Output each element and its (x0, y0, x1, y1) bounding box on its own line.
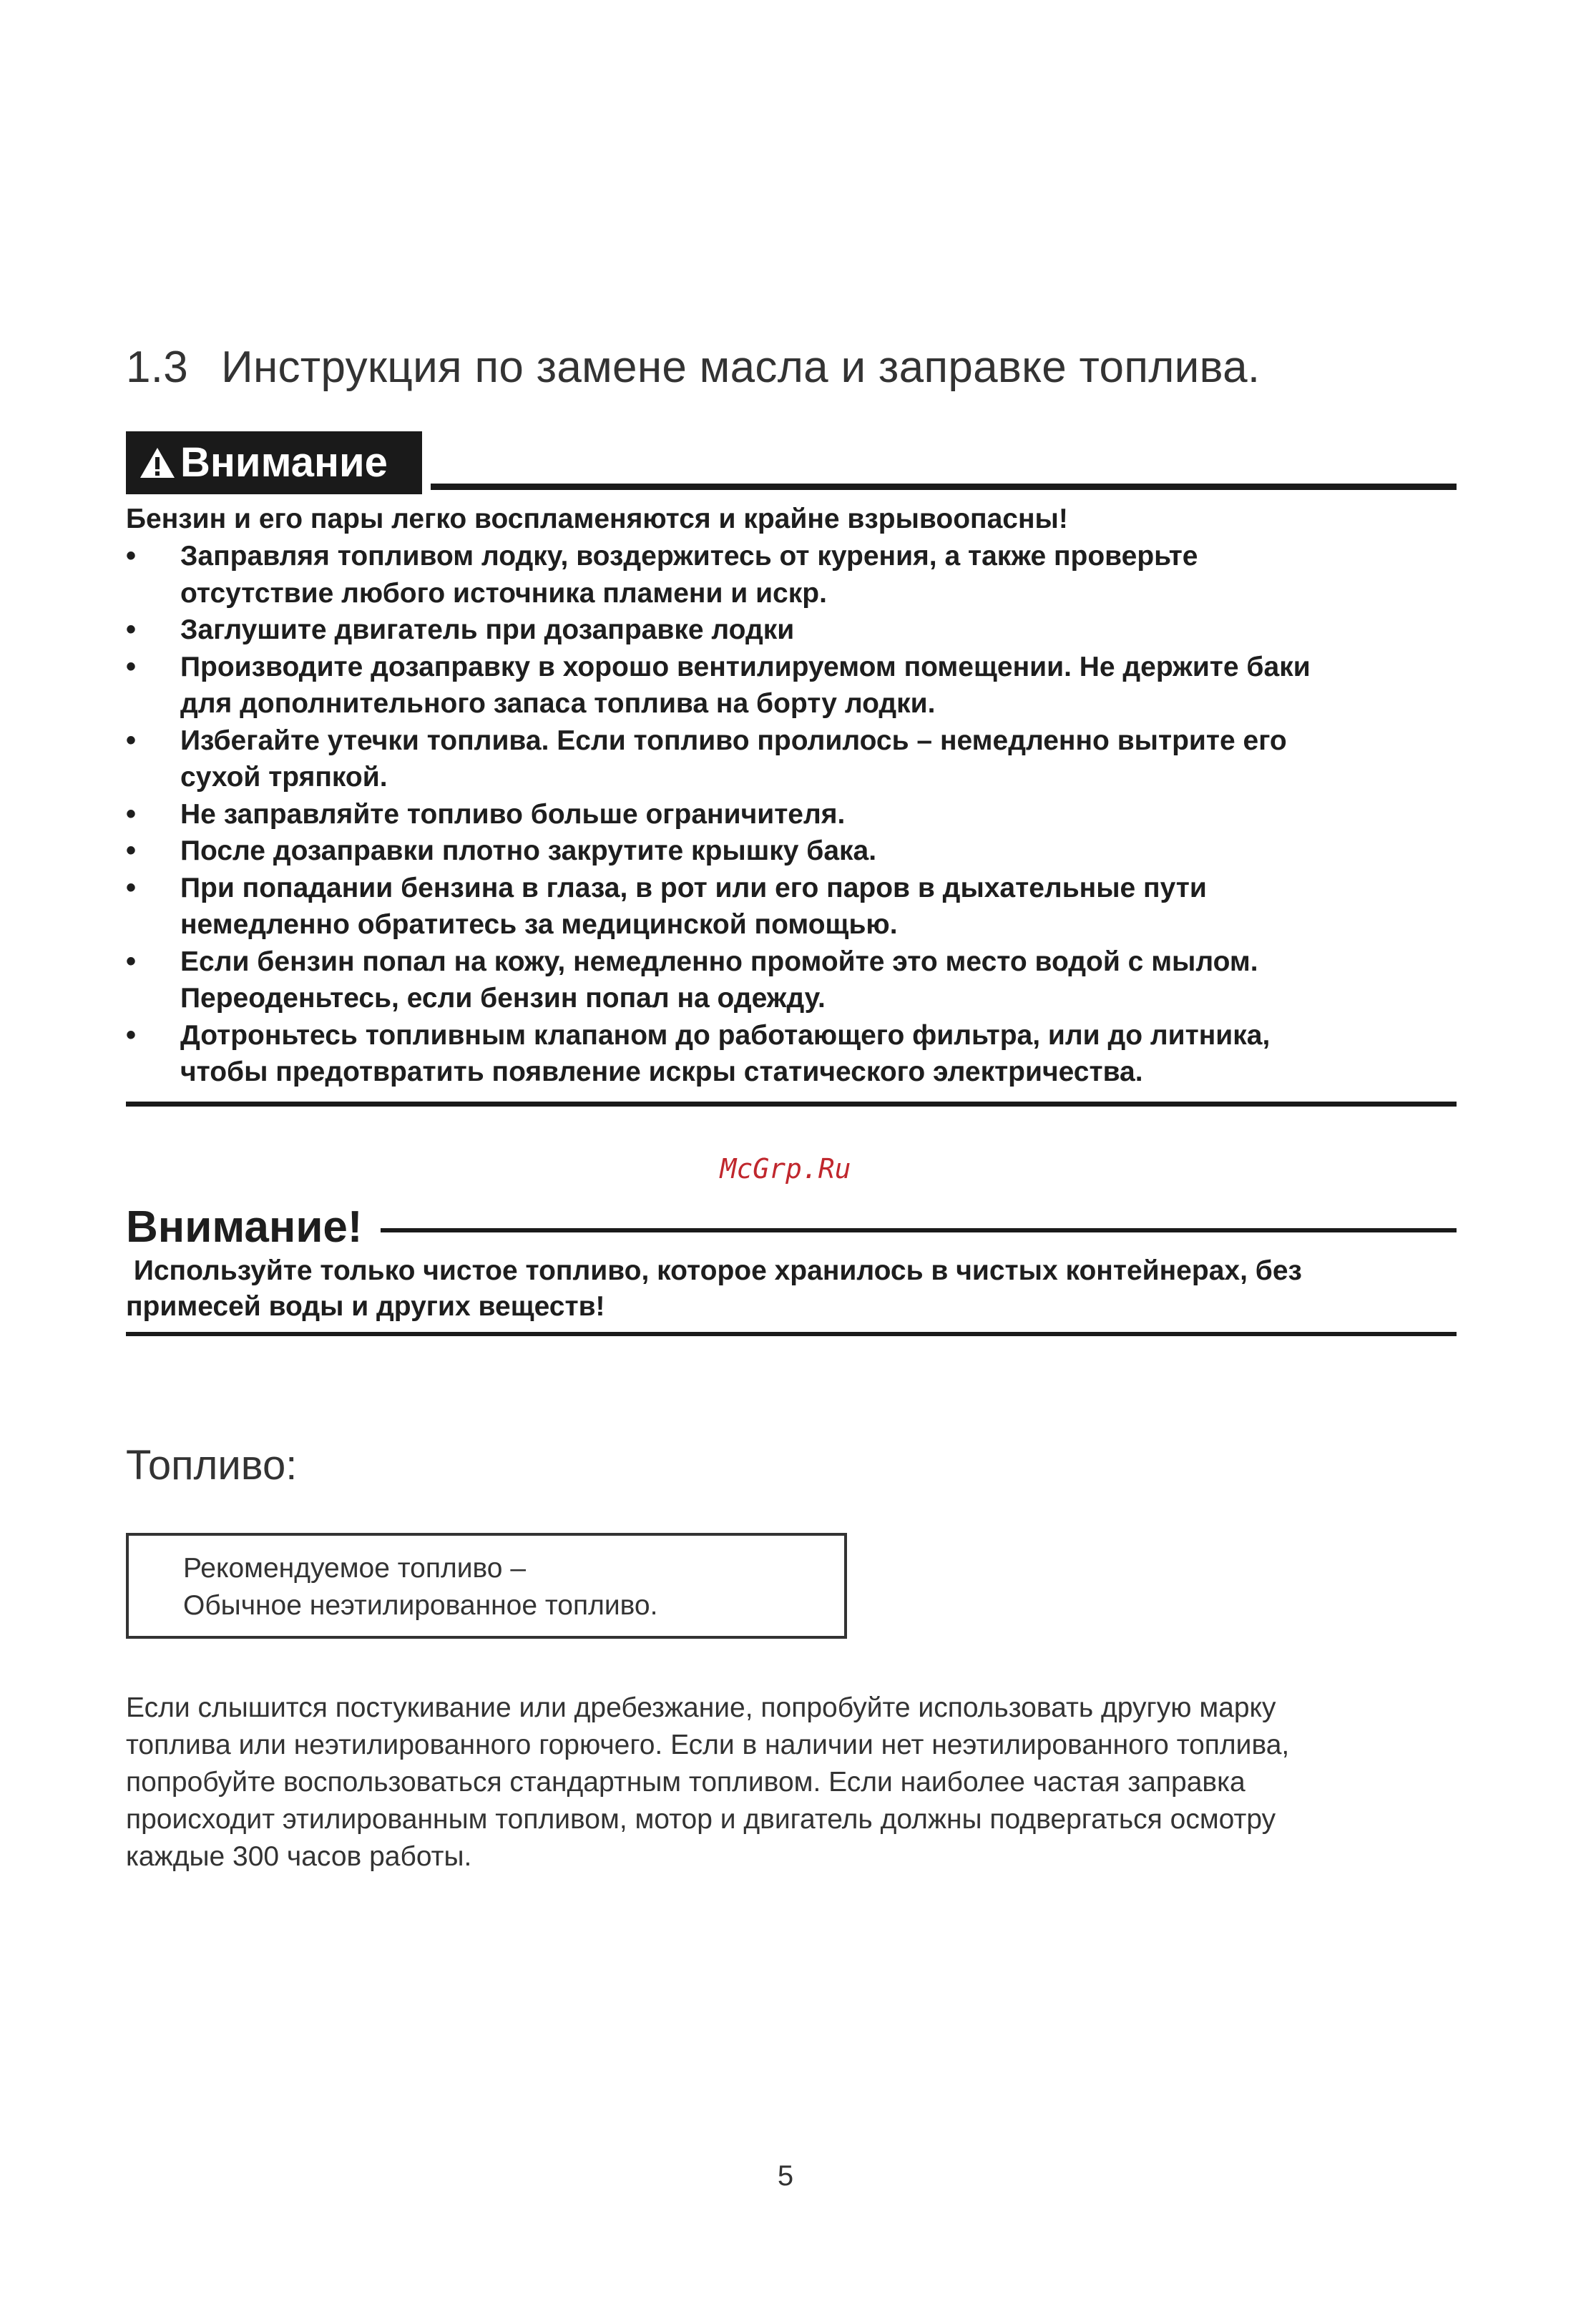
paragraph-line: попробуйте воспользоваться стандартным топливом. Если наиболее частая заправка (126, 1767, 1245, 1798)
attention-line: Используйте только чистое топливо, которое хранилось в чистых контейнерах, без (126, 1255, 1302, 1286)
list-item (126, 649, 1457, 722)
warning-top-rule (431, 484, 1457, 490)
list-item-line: • Производите дозаправку в хорошо вентилируемом помещении. Не держите баки (180, 651, 1311, 682)
list-item (126, 538, 1457, 612)
list-item-line: • Заправляя топливом лодку, воздержитесь от курения, а также проверьте (180, 541, 1198, 572)
paragraph-line: Если слышится постукивание или дребезжание, попробуйте использовать другую марку (126, 1692, 1276, 1723)
list-item (126, 943, 1457, 1017)
attention-bottom-rule (126, 1332, 1457, 1336)
attention-title: Внимание! (126, 1202, 363, 1252)
attention-line: примесей воды и других веществ! (126, 1291, 605, 1322)
warning-triangle-icon (139, 446, 176, 479)
section-number: 1.3 (126, 343, 189, 392)
paragraph-line: происходит этилированным топливом, мотор и двигатель должны подвергаться осмотру (126, 1804, 1276, 1835)
page-number: 5 (777, 2160, 794, 2192)
list-item (126, 612, 1457, 649)
section-title-text: Инструкция по замене масла и заправке топлива. (221, 343, 1261, 392)
list-item-line: отсутствие любого источника пламени и искр. (180, 577, 827, 609)
list-item (126, 833, 1457, 870)
list-item-line: сухой тряпкой. (180, 762, 388, 793)
list-item-line: для дополнительного запаса топлива на борту лодки. (180, 688, 936, 719)
list-item-line: • Дотроньтесь топливным клапаном до работающего фильтра, или до литника, (180, 1019, 1271, 1051)
section-title (126, 342, 1260, 393)
list-item-line: • Избегайте утечки топлива. Если топливо пролилось – немедленно вытрите его (180, 725, 1287, 756)
list-item (126, 870, 1457, 943)
list-item-line: Переоденьтесь, если бензин попал на одежду. (180, 983, 826, 1014)
warning-lead: Бензин и его пары легко воспламеняются и крайне взрывоопасны! (126, 504, 1068, 534)
list-item (126, 1017, 1457, 1091)
watermark: McGrp.Ru (720, 1153, 851, 1185)
recommended-fuel-box (126, 1533, 847, 1639)
fuel-box-line: Обычное неэтилированное топливо. (183, 1590, 658, 1621)
list-item-line: чтобы предотвратить появление искры статического электричества. (180, 1056, 1143, 1087)
list-item-line: немедленно обратитесь за медицинской помощью. (180, 909, 898, 940)
warning-bottom-rule (126, 1102, 1457, 1107)
warning-badge-label: Внимание (180, 439, 388, 486)
list-item-line: • Не заправляйте топливо больше ограничителя. (180, 798, 846, 830)
warning-badge (126, 431, 422, 494)
paragraph-line: топлива или неэтилированного горючего. Если в наличии нет неэтилированного топлива, (126, 1730, 1290, 1760)
warning-block (126, 501, 1457, 1091)
list-item (126, 796, 1457, 833)
list-item-line: • Заглушите двигатель при дозаправке лодки (180, 614, 795, 645)
list-item-line: • Если бензин попал на кожу, немедленно промойте это место водой с мылом. (180, 946, 1258, 977)
fuel-title: Топливо: (126, 1442, 298, 1489)
fuel-paragraph (126, 1690, 1457, 1876)
warning-list (126, 538, 1457, 1091)
attention-top-rule (381, 1228, 1457, 1232)
fuel-box-line: Рекомендуемое топливо – (183, 1553, 527, 1584)
paragraph-line: каждые 300 часов работы. (126, 1841, 472, 1872)
attention-text (126, 1253, 1449, 1325)
list-item (126, 722, 1457, 796)
list-item-line: • После дозаправки плотно закрутите крышку бака. (180, 835, 877, 866)
list-item-line: • При попадании бензина в глаза, в рот или его паров в дыхательные пути (180, 872, 1207, 903)
